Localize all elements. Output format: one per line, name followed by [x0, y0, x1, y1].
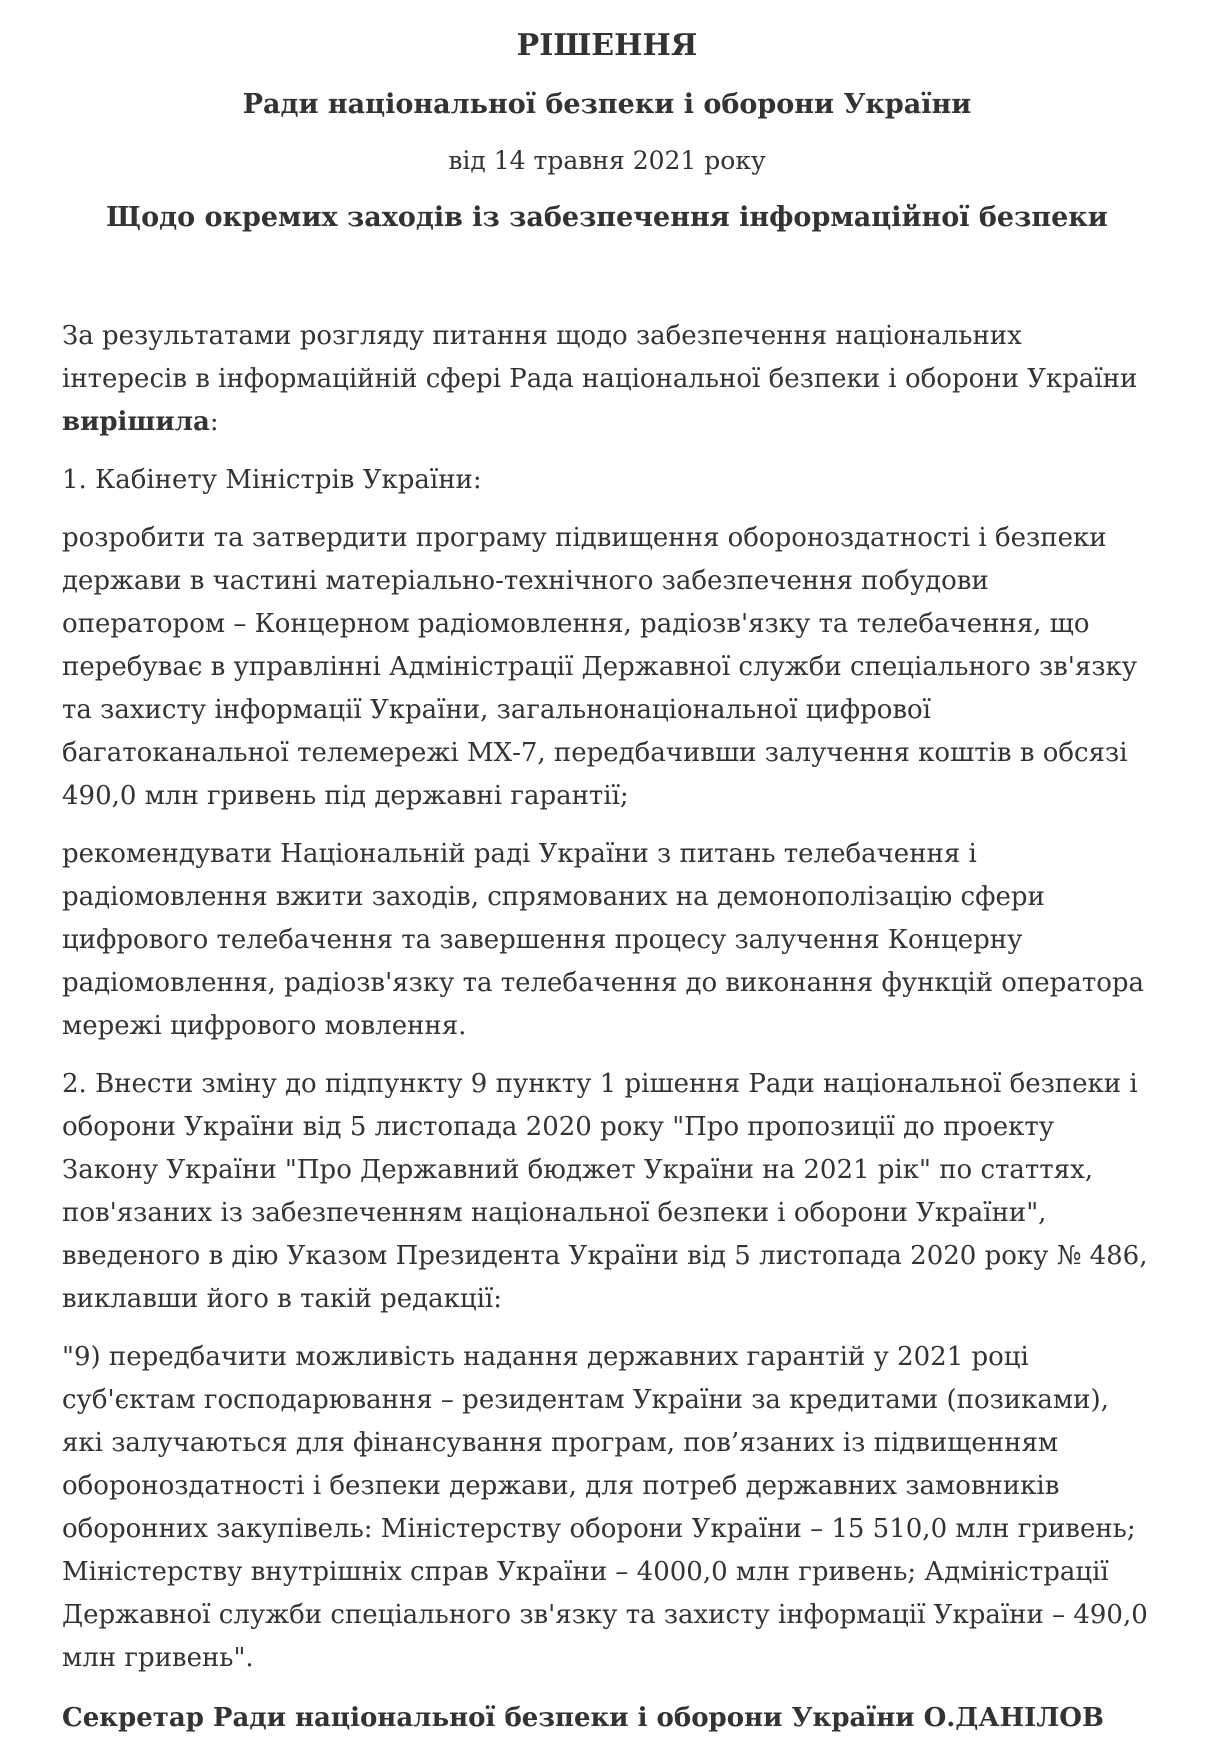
- signature-line: Секретар Ради національної безпеки і оборони України О.ДАНІЛОВ: [62, 1702, 1104, 1733]
- item-1-subitem-recommend-national-council: рекомендувати Національній раді України з питань телебачення і радіомовлення вжити заходів, спрямованих на демонополізацію сфери цифрового телебачення та завершення процесу залучення Концерну радіомовлення, радіозв'язку та телебачення до виконання функцій оператора мережі цифрового мовлення.: [62, 838, 1144, 1041]
- document-subject-line: Щодо окремих заходів із забезпечення інформаційної безпеки: [106, 201, 1108, 233]
- intro-text: За результатами розгляду питання щодо забезпечення національних інтересів в інформаційній сфері Рада національної безпеки і оборони України: [62, 320, 1138, 394]
- intro-decision-word: вирішила: [62, 406, 210, 437]
- intro-colon: :: [209, 406, 219, 437]
- document-title: РІШЕННЯ: [516, 28, 698, 63]
- item-1-heading: 1. Кабінету Міністрів України:: [62, 464, 482, 495]
- document-date-line: від 14 травня 2021 року: [448, 146, 766, 176]
- issuing-body-line: Ради національної безпеки і оборони України: [242, 89, 972, 120]
- intro-paragraph: [62, 315, 1152, 444]
- item-2-quoted-new-wording: "9) передбачити можливість надання державних гарантій у 2021 році суб'єктам господарювання – резидентам України за кредитами (позиками), які залучаються для фінансування програм, пов’язаних із підвищенням обороноздатності і безпеки держави, для потреб державних замовників оборонних закупівель: Міністерству оборони України – 15 510,0 млн гривень; Міністерству внутрішніх справ України – 4000,0 млн гривень; Адміністрації Державної служби спеціального зв'язку та захисту інформації України – 490,0 млн гривень".: [62, 1341, 1148, 1673]
- item-2-amendment-paragraph: 2. Внести зміну до підпункту 9 пункту 1 рішення Ради національної безпеки і оборони України від 5 листопада 2020 року "Про пропозиції до проекту Закону України "Про Державний бюджет України на 2021 рік" по статтях, пов'язаних із забезпеченням національної безпеки і оборони України", введеного в дію Указом Президента України від 5 листопада 2020 року № 486, виклавши його в такій редакції:: [62, 1068, 1148, 1314]
- item-1-subitem-develop-program: розробити та затвердити програму підвищення обороноздатності і безпеки держави в частині матеріально-технічного забезпечення побудови оператором – Концерном радіомовлення, радіозв'язку та телебачення, що перебуває в управлінні Адміністрації Державної служби спеціального зв'язку та захисту інформації України, загальнонаціональної цифрової багатоканальної телемережі МХ-7, передбачивши залучення коштів в обсязі 490,0 млн гривень під державні гарантії;: [62, 522, 1138, 811]
